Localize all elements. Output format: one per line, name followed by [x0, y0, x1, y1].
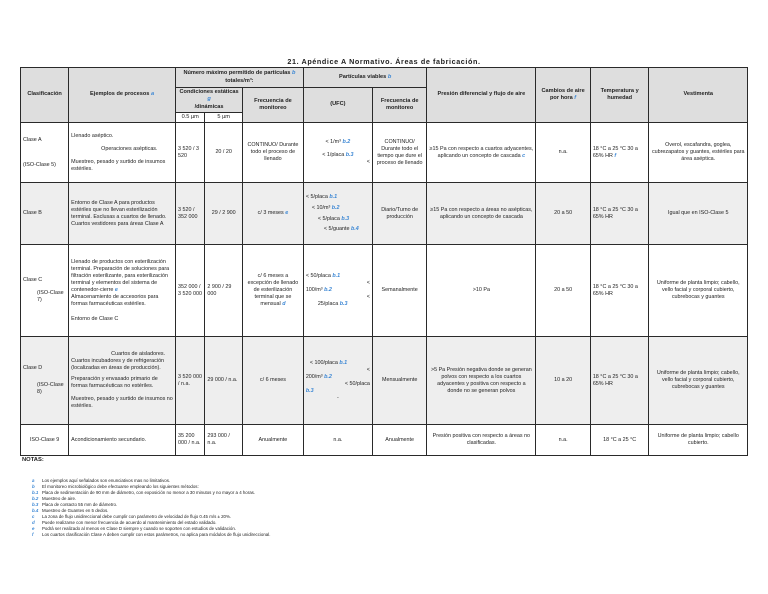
temp-cell: 18 °C a 25 °C 30 a 65% HR	[590, 245, 649, 337]
vestimenta-cell: Igual que en ISO-Clase 5	[649, 183, 748, 245]
cambios-cell: n.a.	[536, 425, 590, 456]
freq2-cell: Diario/Turno de producción	[372, 183, 426, 245]
freq2-cell: CONTINUO/ Durante todo el tiempo que dure el proceso de llenado	[372, 123, 426, 183]
vestimenta-cell: Uniforme de planta limpio; cabello, vello facial y corporal cubierto, cubrebocas y guantes	[649, 245, 748, 337]
freq-cell: c/ 3 meses e	[243, 183, 304, 245]
temp-cell: 18 °C a 25 °C	[590, 425, 649, 456]
temp-cell: 18 °C a 25 °C 30 a 65% HR	[590, 337, 649, 425]
viables-cell: < 50/placa b.1 < 100/m³ b.2 < 25/placa b.3	[303, 245, 372, 337]
p05-cell: 3 520 000 / n.a.	[176, 337, 205, 425]
freq-cell: c/ 6 meses a excepción de llenado de esterilización terminal que se mensual d	[243, 245, 304, 337]
table-row	[21, 123, 748, 183]
table-row	[21, 245, 748, 337]
viables-cell: < 100/placa b.1 < 200/m³ b.2 < 50/placa b.3 -	[303, 337, 372, 425]
clase-cell: Clase A (ISO-Clase 5)	[21, 123, 69, 183]
header-clasificacion: Clasificación	[21, 68, 69, 123]
vestimenta-cell: Uniforme de planta limpio; cabello, vello facial y corporal cubierto, cubrebocas y guantes	[649, 337, 748, 425]
presion-cell: ≥15 Pa con respecto a cuartos adyacentes, aplicando un concepto de cascada c	[427, 123, 536, 183]
note-item: e Podrá ser realizado al menos en Clase D siempre y cuando se soporten con estudios de validación.	[32, 526, 237, 531]
ejemplos-cell: Acondicionamiento secundario.	[69, 425, 176, 456]
clase-cell: ISO-Clase 9	[21, 425, 69, 456]
freq-cell: Anualmente	[243, 425, 304, 456]
viables-cell: < 1/m³ b.2 < 1/placa b.3 <	[303, 123, 372, 183]
freq2-cell: Anualmente	[372, 425, 426, 456]
header-condiciones: Condiciones estáticas g /dinámicas	[176, 88, 243, 113]
header-max-particulas: Número máximo permitido de partículas b totales/m³:	[176, 68, 304, 88]
note-item: b.4 Muestreo de Guantes en 5 dedos.	[32, 508, 109, 513]
p5-cell: 29 000 / n.a.	[205, 337, 243, 425]
header-particulas-viables: Partículas viables b	[303, 68, 427, 88]
freq2-cell: Semanalmente	[372, 245, 426, 337]
p05-cell: 3 520 / 3 520	[176, 123, 205, 183]
header-ufc: (UFC)	[303, 88, 372, 123]
p05-cell: 3 520 / 352 000	[176, 183, 205, 245]
notes-list	[32, 478, 270, 538]
cambios-cell: 10 a 20	[536, 337, 590, 425]
presion-cell: Presión positiva con respecto a áreas no clasificadas.	[427, 425, 536, 456]
areas-table	[20, 67, 748, 456]
table-row	[21, 337, 748, 425]
cambios-cell: n.a.	[536, 123, 590, 183]
cambios-cell: 20 a 50	[536, 245, 590, 337]
document-title: 21. Apéndice A Normativo. Áreas de fabricación.	[287, 57, 481, 66]
note-item: b.3 Placa de contacto 55 mm de diámetro.	[32, 502, 118, 507]
p05-cell: 352 000 / 3 520 000	[176, 245, 205, 337]
presion-cell: >5 Pa Presión negativa donde se generan polvos con respecto a los cuartos adyacentes y positiva con respecto a donde no se generan polvos	[427, 337, 536, 425]
header-size-05: 0.5 µm	[176, 112, 205, 122]
p5-cell: 20 / 20	[205, 123, 243, 183]
clase-cell: Clase D (ISO-Clase 8)	[21, 337, 69, 425]
header-presion: Presión diferencial y flujo de aire	[427, 68, 536, 123]
note-item: c La zona de flujo unidireccional debe cumplir con parámetro de velocidad de flujo 0.45 m/s ± 20%.	[32, 514, 232, 519]
viables-cell: < 5/placa b.1 < 10/m³ b.2 < 5/placa b.3 < 5/guante b.4	[303, 183, 372, 245]
presion-cell: >10 Pa	[427, 245, 536, 337]
ejemplos-cell: Entorno de Clase A para productos estériles que no llevan esterilización terminal. Esclusas a cuartos de llenado. Cuartos vestidores para áreas Clase A	[69, 183, 176, 245]
table-row	[21, 183, 748, 245]
presion-cell: ≥15 Pa con respecto a áreas no asépticas, aplicando un concepto de cascada	[427, 183, 536, 245]
vestimenta-cell: Uniforme de planta limpio; cabello cubierto.	[649, 425, 748, 456]
header-size-5: 5 µm	[205, 112, 243, 122]
note-item: b.1 Placa de sedimentación de 90 mm de diámetro, con exposición no menor a 30 minutos y no mayor a 4 horas.	[32, 490, 256, 495]
header-vestimenta: Vestimenta	[649, 68, 748, 123]
p05-cell: 35 200 000 / n.a.	[176, 425, 205, 456]
freq-cell: c/ 6 meses	[243, 337, 304, 425]
note-item: b.2 Muestreo de aire.	[32, 496, 77, 501]
header-frecuencia-viables: Frecuencia de monitoreo	[372, 88, 426, 123]
header-cambios: Cambios de aire por hora f	[536, 68, 590, 123]
temp-cell: 18 °C a 25 °C 30 a 65% HR	[590, 183, 649, 245]
p5-cell: 2 900 / 29 000	[205, 245, 243, 337]
note-item: a Los ejemplos aquí señalados son enunciativos mas no limitativos.	[32, 478, 171, 483]
note-item: d Puede realizarse con menor frecuencia de acuerdo al mantenimiento del estado validado.	[32, 520, 217, 525]
note-item: b El monitoreo microbiológico debe efectuarse empleando los siguientes métodos:	[32, 484, 199, 489]
cambios-cell: 20 a 50	[536, 183, 590, 245]
header-ejemplos: Ejemplos de procesos a	[69, 68, 176, 123]
header-temperatura: Temperatura y humedad	[590, 68, 649, 123]
table-row	[21, 425, 748, 456]
note-item: f Los cuartos clasificación Clase A deben cumplir con estos parámetros, no aplica para módulos de flujo unidireccional.	[32, 532, 271, 537]
clase-cell: Clase B	[21, 183, 69, 245]
notes-title: NOTAS:	[22, 457, 44, 463]
header-frecuencia: Frecuencia de monitoreo	[243, 88, 304, 123]
ejemplos-cell: Llenado de productos con esterilización terminal. Preparación de soluciones para filtración esterilizante, para esterilización terminal y elementos del sistema de contenedor-cierre e Almacenamiento de accesorios para formas farmacéuticas estériles. Entorno de Clase C	[69, 245, 176, 337]
viables-cell: n.a.	[303, 425, 372, 456]
ejemplos-cell: Llenado aséptico. Operaciones asépticas. Muestreo, pesado y surtido de insumos estériles.	[69, 123, 176, 183]
clase-cell: Clase C (ISO-Clase 7)	[21, 245, 69, 337]
freq-cell: CONTINUO/ Durante todo el proceso de llenado	[243, 123, 304, 183]
p5-cell: 29 / 2 900	[205, 183, 243, 245]
ejemplos-cell: Cuartos de aisladores. Cuartos incubadores y de refrigeración (localizadas en áreas de producción). Preparación y envasado primario de formas farmacéuticas no estériles. Muestreo, pesado y surtido de insumos no estériles.	[69, 337, 176, 425]
temp-cell: 18 °C a 25 °C 30 a 65% HR f	[590, 123, 649, 183]
vestimenta-cell: Overol, escafandra, goglea, cubrezapatos y guantes, estériles para área aséptica.	[649, 123, 748, 183]
freq2-cell: Mensualmente	[372, 337, 426, 425]
p5-cell: 293 000 / n.a.	[205, 425, 243, 456]
